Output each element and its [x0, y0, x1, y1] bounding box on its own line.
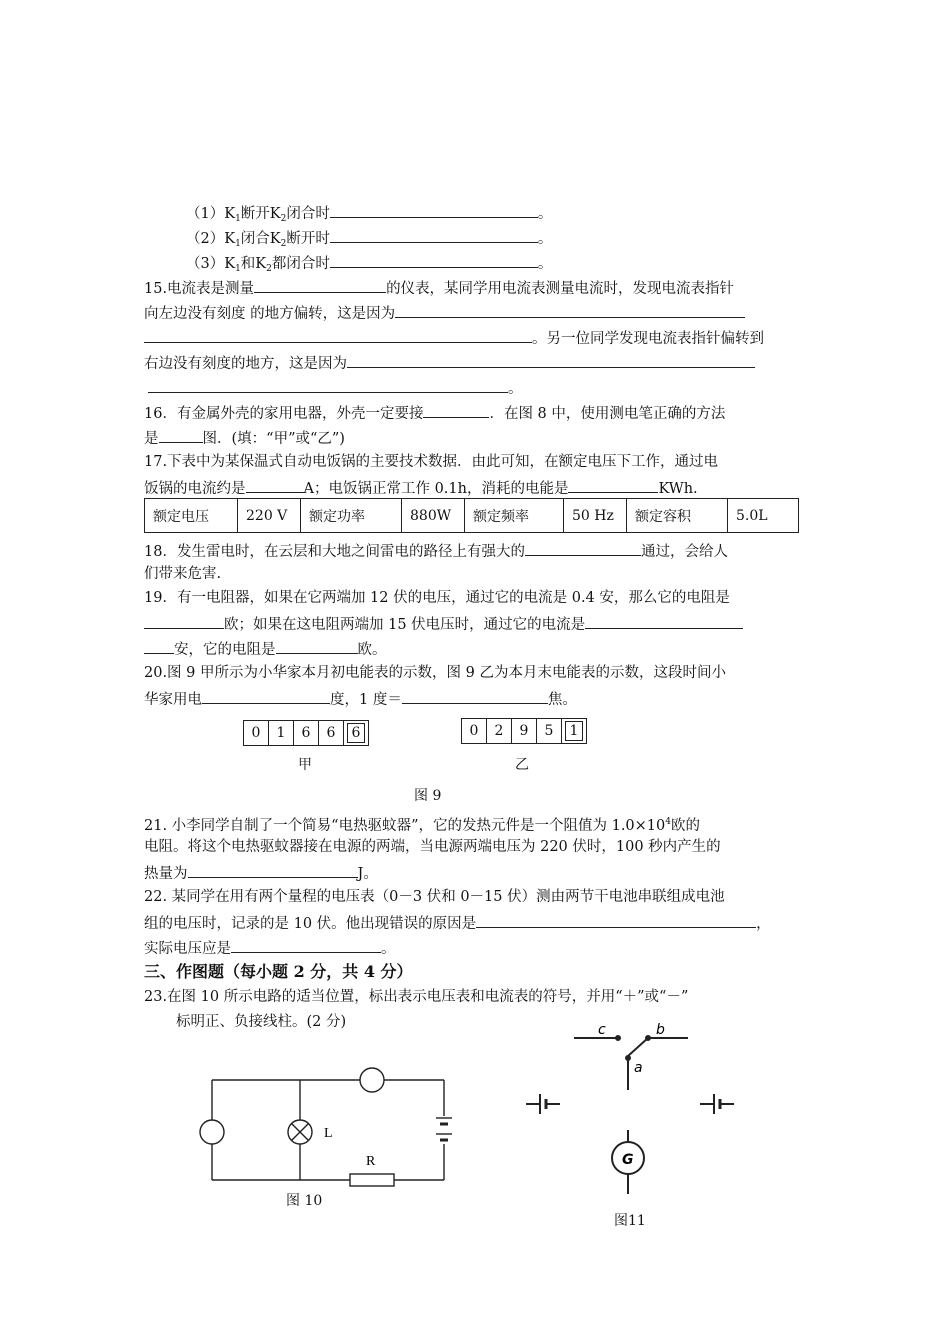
q23-line-1: 23.在图 10 所示电路的适当位置，标出表示电压表和电流表的符号，并用“＋”或“－”	[144, 989, 689, 1005]
q19-line-2: 欧；如果在这电阻两端加 15 伏电压时，通过它的电流是	[144, 613, 743, 635]
q14-item-3: $(3)K_1$和$K_2$都闭合时 。	[186, 252, 552, 279]
table-cell: 50 Hz	[564, 499, 627, 533]
meter-digit-decimal: 1	[561, 718, 587, 744]
q19-line-3: 安，它的电阻是 欧。	[144, 638, 387, 660]
q21-line-2: 电阻。将这个电热驱蚊器接在电源的两端，当电源两端电压为 220 伏时，100 秒内产生的	[144, 839, 721, 855]
q22-line-1: 22. 某同学在用有两个量程的电压表（0－3 伏和 0－15 伏）测由两节干电池串联组成电池	[144, 889, 725, 905]
lamp-icon	[288, 1120, 312, 1144]
meter-digit-decimal: 6	[343, 720, 369, 746]
spec-table	[144, 498, 799, 533]
table-cell: 5.0L	[728, 499, 799, 533]
fig11-diagram	[520, 1018, 760, 1208]
terminal-a-label: a	[634, 1060, 643, 1076]
meter-display-jia	[244, 720, 369, 746]
q15-line-3: 。另一位同学发现电流表指针偏转到	[144, 327, 764, 349]
q22-line-3: 实际电压应是 。	[144, 937, 396, 959]
meter-circle-top	[360, 1068, 384, 1092]
battery-icon	[436, 1118, 452, 1140]
meter-digit: 9	[511, 718, 537, 744]
q16-line-1: 16．有金属外壳的家用电器，外壳一定要接 ．在图 8 中，使用测电笔正确的方法	[144, 402, 725, 424]
meter-digit: 0	[461, 718, 487, 744]
meter-circle-left	[200, 1120, 224, 1144]
meter-digit: 0	[243, 720, 269, 746]
fig10-caption: 图 10	[286, 1193, 323, 1209]
q22-line-2: 组的电压时，记录的是 10 伏。他出现错误的原因是 ，	[144, 912, 771, 934]
meter-digit: 6	[293, 720, 319, 746]
table-row	[145, 499, 799, 533]
fig10-circuit	[190, 1060, 470, 1200]
q21-line-1: 21. 小李同学自制了一个简易“电热驱蚊器”，它的发热元件是一个阻值为 $1.0\times 10^4$欧的	[144, 817, 700, 834]
q18-line-2: 们带来危害.	[144, 566, 222, 582]
fig9-label-jia: 甲	[298, 757, 312, 773]
meter-digit: 5	[536, 718, 562, 744]
meter-digit: 2	[486, 718, 512, 744]
q20-line-2: 华家用电 度，1 度＝ 焦。	[144, 688, 577, 710]
q14-item-2: $(2)K_1$闭合$K_2$断开时 。	[186, 227, 552, 254]
galvanometer-label: G	[622, 1152, 634, 1168]
meter-digit: 6	[318, 720, 344, 746]
q15-line-5: 。	[144, 377, 523, 399]
q17-line-1: 17.下表中为某保温式自动电饭锅的主要技术数据．由此可知，在额定电压下工作，通过电	[144, 454, 719, 470]
table-cell: 额定容积	[627, 499, 728, 533]
section-heading: 三、作图题（每小题 2 分，共 4 分）	[144, 962, 413, 981]
fig9-caption: 图 9	[414, 788, 442, 804]
q15-line-1: 15.电流表是测量 的仪表，某同学用电流表测量电流时，发现电流表指针	[144, 277, 734, 299]
meter-display-yi	[462, 718, 587, 744]
table-cell: 额定电压	[145, 499, 238, 533]
terminal-c-label: c	[598, 1022, 606, 1038]
q21-line-3: 热量为 J。	[144, 862, 378, 884]
meter-digit: 1	[268, 720, 294, 746]
lamp-label: L	[324, 1126, 333, 1141]
q23-line-2: 标明正、负接线柱。(2 分)	[176, 1014, 347, 1030]
table-cell: 880W	[402, 499, 465, 533]
table-cell: 220 V	[238, 499, 301, 533]
q16-line-2: 是 图．(填：“甲”或“乙”)	[144, 427, 345, 449]
resistor-label: R	[366, 1154, 376, 1169]
resistor-icon	[350, 1174, 394, 1186]
q15-line-4: 右边没有刻度的地方，这是因为	[144, 352, 755, 374]
table-cell: 额定频率	[465, 499, 564, 533]
table-cell: 额定功率	[301, 499, 402, 533]
fig9-label-yi: 乙	[515, 757, 529, 773]
q18-line-1: 18．发生雷电时，在云层和大地之间雷电的路径上有强大的 通过，会给人	[144, 540, 728, 562]
q14-item-1: $(1)K_1$断开$K_2$闭合时 。	[186, 202, 552, 229]
fig11-caption: 图11	[614, 1213, 646, 1229]
q17-line-2: 饭锅的电流约是 A；电饭锅正常工作 0.1h，消耗的电能是 KWh.	[144, 477, 698, 499]
q20-line-1: 20.图 9 甲所示为小华家本月初电能表的示数，图 9 乙为本月末电能表的示数，这段时间小	[144, 665, 726, 681]
q19-line-1: 19．有一电阻器，如果在它两端加 12 伏的电压，通过它的电流是 0.4 安，那么它的电阻是	[144, 590, 730, 606]
terminal-b-label: b	[656, 1022, 665, 1038]
q15-line-2: 向左边没有刻度 的地方偏转，这是因为	[144, 302, 745, 324]
